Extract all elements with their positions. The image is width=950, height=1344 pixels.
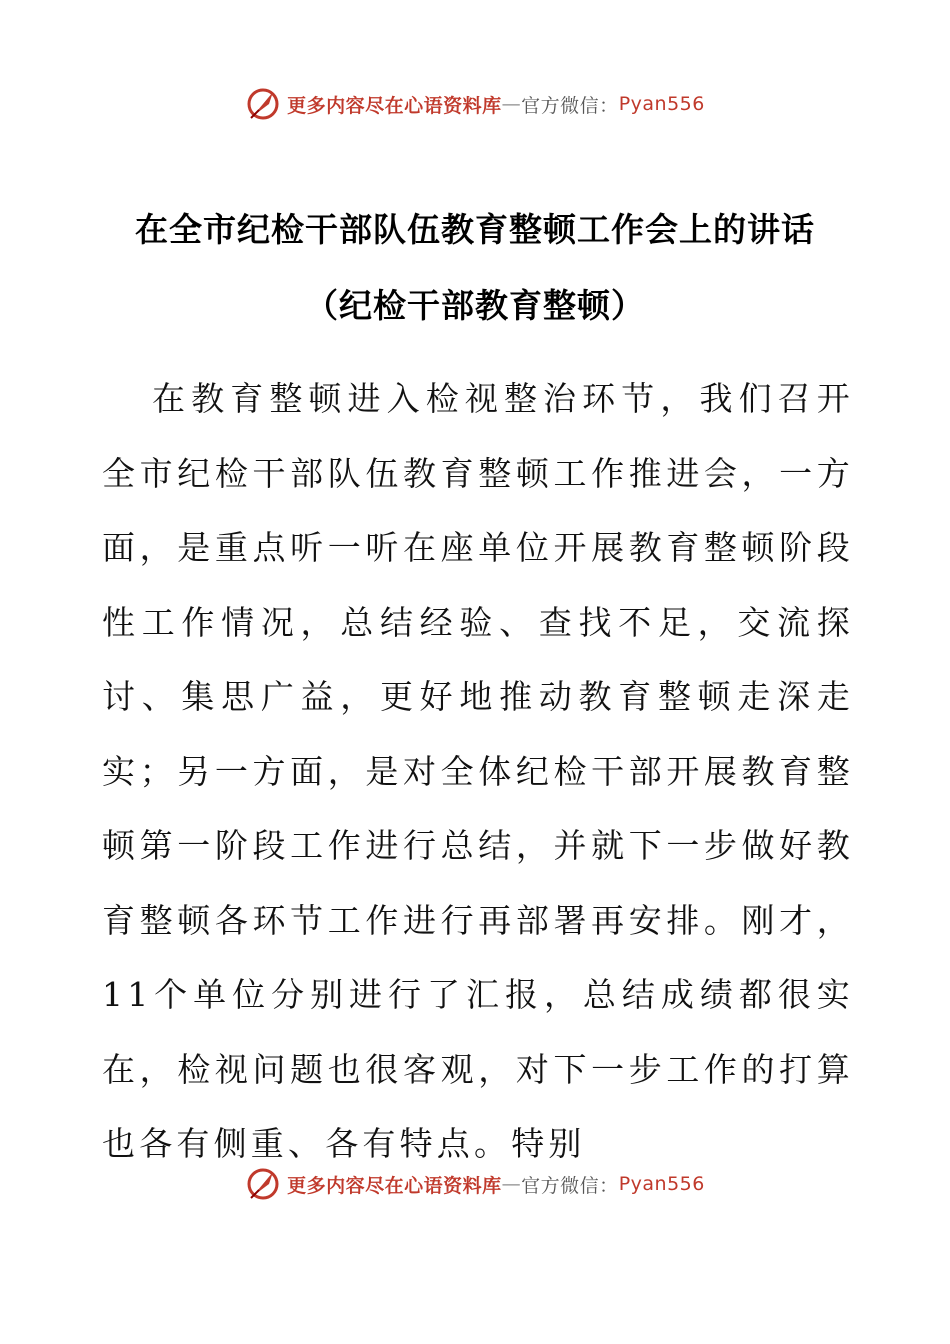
footer-watermark	[0, 1162, 950, 1206]
watermark-dash: —	[501, 1173, 522, 1195]
quill-pen-circle-icon	[245, 86, 281, 122]
document-subtitle: （纪检干部教育整顿）	[305, 286, 645, 325]
watermark-main-text: 更多内容尽在心语资料库	[287, 94, 502, 117]
document-title: 在全市纪检干部队伍教育整顿工作会上的讲话	[135, 210, 815, 249]
watermark-wechat-id: Pyan556	[618, 1173, 705, 1195]
watermark-dash: —	[501, 93, 522, 115]
body-paragraph: 在教育整顿进入检视整治环节，我们召开全市纪检干部队伍教育整顿工作推进会，一方面，是重点听一听在座单位开展教育整顿阶段性工作情况，总结经验、查找不足，交流探讨、集思广益，更好地推动教育整顿走深走实；另一方面，是对全体纪检干部开展教育整顿第一阶段工作进行总结，并就下一步做好教育整顿各环节工作进行再部署再安排。刚才，11个单位分别进行了汇报，总结成绩都很实在，检视问题也很客观，对下一步工作的打算也各有侧重、各有特点。特别	[102, 379, 854, 1163]
watermark-wechat-id: Pyan556	[618, 93, 705, 115]
watermark-main-text: 更多内容尽在心语资料库	[287, 1174, 502, 1197]
watermark-wechat-label: 官方微信：	[521, 94, 619, 117]
header-watermark	[0, 82, 950, 126]
watermark-wechat-label: 官方微信：	[521, 1174, 619, 1197]
quill-pen-circle-icon	[245, 1166, 281, 1202]
